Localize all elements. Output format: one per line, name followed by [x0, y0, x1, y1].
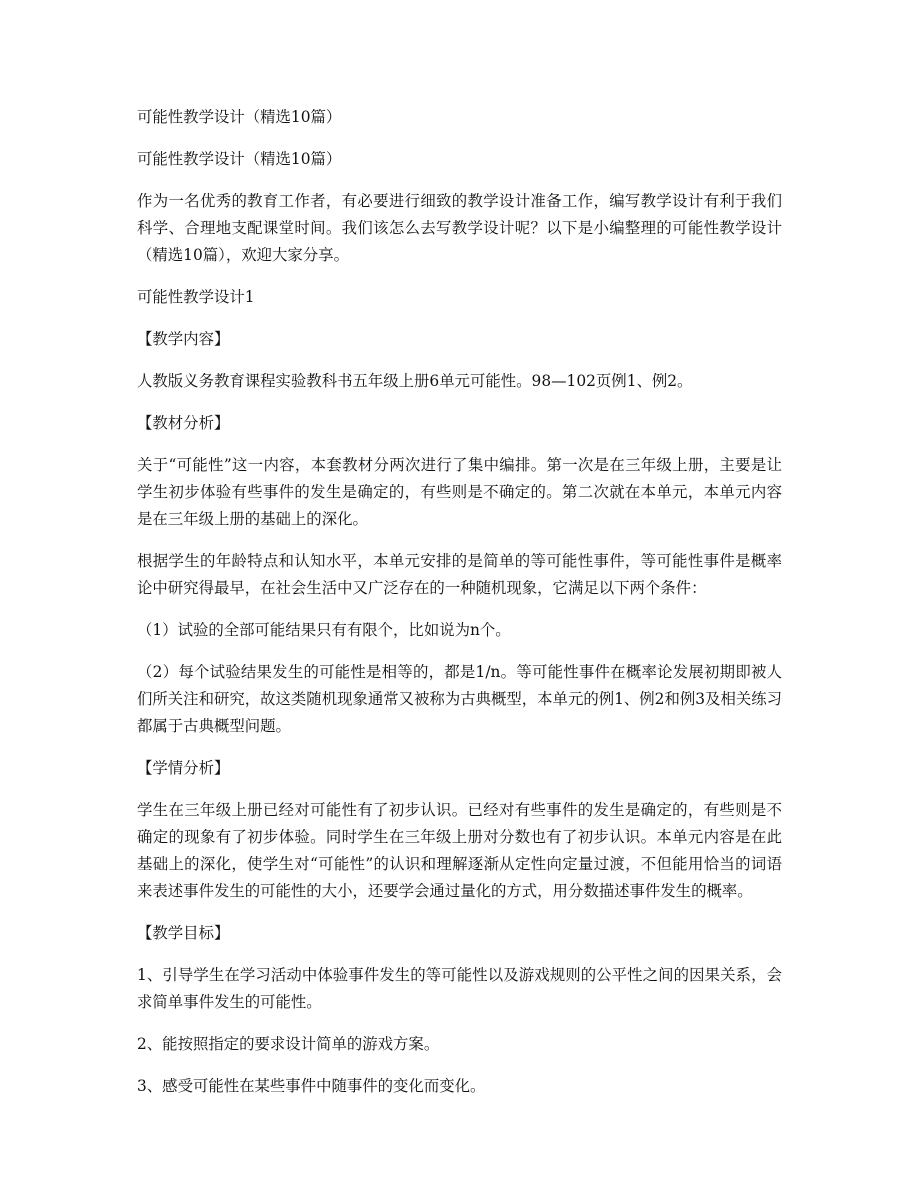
teaching-content-text: 人教版义务教育课程实验教科书五年级上册6单元可能性。98—102页例1、例2。 [137, 372, 693, 390]
document-subtitle: 可能性教学设计（精选10篇） [137, 150, 342, 168]
heading-teaching-goals: 【教学目标】 [137, 924, 230, 942]
intro-paragraph: 作为一名优秀的教育工作者，有必要进行细致的教学设计准备工作，编写教学设计有利于我们科学、合理地支配课堂时间。我们该怎么去写教学设计呢？以下是小编整理的可能性教学设计（精选10篇），欢迎大家分享。 [137, 192, 782, 264]
section-title: 可能性教学设计1 [137, 288, 255, 306]
learning-analysis-text: 学生在三年级上册已经对可能性有了初步认识。已经对有些事件的发生是确定的，有些则是不确定的现象有了初步体验。同时学生在三年级上册对分数也有了初步认识。本单元内容是在此基础上的深化，使学生对“可能性”的认识和理解逐渐从定性向定量过渡，不但能用恰当的词语来表述事件发生的可能性的大小，还要学会通过量化的方式，用分数描述事件发生的概率。 [137, 801, 782, 900]
heading-learning-analysis: 【学情分析】 [137, 759, 230, 777]
document-title: 可能性教学设计（精选10篇） [137, 108, 342, 126]
material-analysis-paragraph-2: 根据学生的年龄特点和认知水平，本单元安排的是简单的等可能性事件，等可能性事件是概率论中研究得最早，在社会生活中又广泛存在的一种随机现象，它满足以下两个条件： [137, 552, 782, 597]
heading-material-analysis: 【教材分析】 [137, 414, 230, 432]
goal-item: 1、引导学生在学习活动中体验事件发生的等可能性以及游戏规则的公平性之间的因果关系，会求简单事件发生的可能性。 [137, 966, 782, 1011]
condition-2: （2）每个试验结果发生的可能性是相等的，都是1/n。等可能性事件在概率论发展初期即被人们所关注和研究，故这类随机现象通常又被称为古典概型，本单元的例1、例2和例3及相关练习都属于古典概型问题。 [137, 663, 783, 735]
material-analysis-paragraph-1: 关于“可能性”这一内容，本套教材分两次进行了集中编排。第一次是在三年级上册，主要是让学生初步体验有些事件的发生是确定的，有些则是不确定的。第二次就在本单元，本单元内容是在三年级上册的基础上的深化。 [137, 456, 782, 528]
goal-item: 3、感受可能性在某些事件中随事件的变化而变化。 [137, 1077, 486, 1095]
condition-1: （1）试验的全部可能结果只有有限个，比如说为n个。 [137, 621, 511, 639]
goal-item: 2、能按照指定的要求设计简单的游戏方案。 [137, 1035, 440, 1053]
document-page [137, 104, 782, 1115]
heading-teaching-content: 【教学内容】 [137, 330, 230, 348]
